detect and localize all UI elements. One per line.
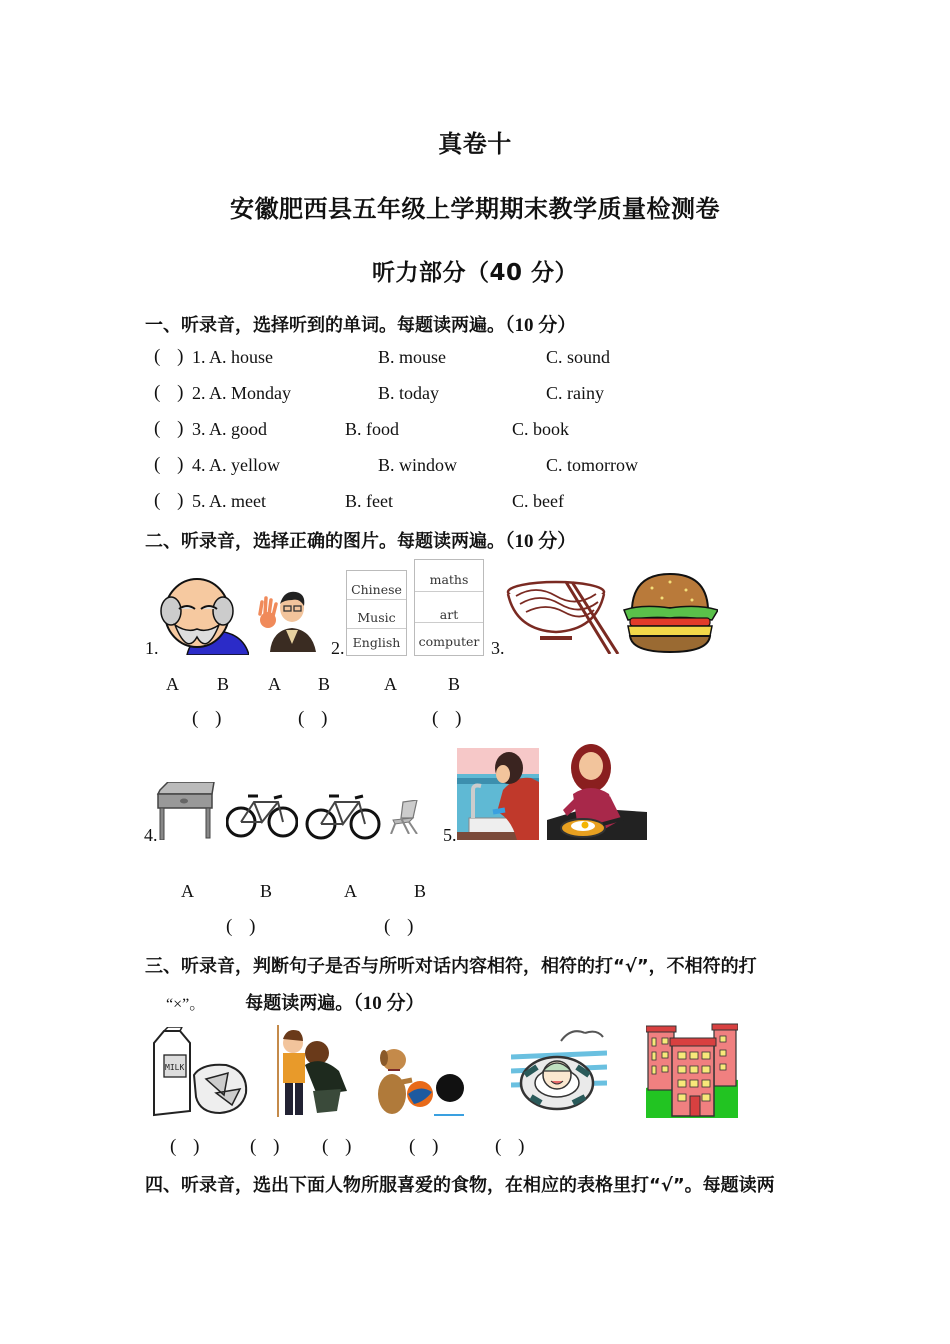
read-twice-note: 每题读两遍。 (245, 993, 354, 1014)
option-c: C. rainy (546, 383, 604, 403)
option-c: C. tomorrow (546, 455, 638, 475)
question-number: 3. (491, 638, 505, 658)
timetable-a[interactable] (346, 570, 407, 656)
item-number: 1. A. house (192, 347, 274, 367)
noodles-icon[interactable] (506, 578, 622, 654)
timetable-cell: art (415, 591, 483, 623)
timetable-cell: English (347, 628, 406, 655)
answer-blank[interactable]: ( ) (154, 418, 190, 439)
answer-blank[interactable]: ( ) (409, 1136, 445, 1157)
item-number: 2. A. Monday (192, 383, 292, 403)
young-man-waving-icon[interactable] (256, 584, 318, 652)
option-b: B. food (345, 419, 399, 439)
item-number: 4. A. yellow (192, 455, 281, 475)
milk-and-sandwich-icon[interactable] (150, 1027, 252, 1117)
bike-icon[interactable] (226, 790, 298, 838)
section1-heading (145, 310, 576, 337)
part-title: 听力部分（40 分） (371, 260, 578, 286)
girl-cooking-icon[interactable] (547, 742, 647, 840)
timetable-b[interactable] (414, 559, 484, 656)
old-man-icon[interactable] (157, 575, 249, 655)
answer-blank[interactable]: ( ) (495, 1136, 531, 1157)
option-a: A. meet (209, 491, 266, 511)
option-b-label: B (217, 674, 230, 694)
item-number: 5. A. meet (192, 491, 266, 511)
option-b-label: B (318, 674, 331, 694)
section2-points: （10 分） (505, 531, 577, 552)
boy-swimming-icon[interactable] (511, 1027, 607, 1117)
desk-icon[interactable] (156, 782, 216, 840)
option-c: C. book (512, 419, 570, 439)
timetable-cell: Chinese (351, 582, 402, 597)
item-number: 3. A. good (192, 419, 268, 439)
option-c: C. beef (512, 491, 564, 511)
svg-text:MILK: MILK (165, 1063, 185, 1072)
option-b-label: B (448, 674, 461, 694)
option-b-label: B (260, 881, 273, 901)
section3-heading-line2 (166, 988, 425, 1015)
bike-icon[interactable] (305, 790, 381, 840)
answer-blank[interactable]: ( ) (322, 1136, 358, 1157)
timetable-cell: computer (415, 622, 483, 655)
section3-points: （10 分） (353, 993, 425, 1014)
answer-blank[interactable]: ( ) (192, 708, 228, 729)
question-number: 5. (443, 825, 457, 845)
answer-blank[interactable]: ( ) (154, 490, 190, 511)
girl-washing-icon[interactable] (457, 748, 539, 840)
option-a-label: A (384, 674, 397, 694)
question-number: 1. (145, 638, 159, 658)
option-a: A. house (209, 347, 274, 367)
answer-blank[interactable]: ( ) (384, 916, 420, 937)
boy-and-mother-icon[interactable] (277, 1025, 349, 1117)
option-b: B. today (378, 383, 439, 403)
option-c: C. sound (546, 347, 611, 367)
option-a: A. Monday (209, 383, 292, 403)
option-a-label: A (181, 881, 194, 901)
exam-subtitle: 安徽肥西县五年级上学期期末教学质量检测卷 (230, 195, 720, 223)
option-a-label: A (268, 674, 281, 694)
option-a: A. good (209, 419, 268, 439)
answer-blank[interactable]: ( ) (154, 382, 190, 403)
option-a-label: A (166, 674, 179, 694)
answer-blank[interactable]: ( ) (170, 1136, 206, 1157)
hamburger-icon[interactable] (622, 572, 718, 654)
section4-heading: 四、听录音，选出下面人物所服喜爱的食物，在相应的表格里打“√”。每题读两 (145, 1175, 775, 1196)
answer-blank[interactable]: ( ) (298, 708, 334, 729)
option-b: B. mouse (378, 347, 447, 367)
buildings-icon[interactable] (646, 1022, 738, 1118)
dog-ball-cat-icon[interactable] (378, 1048, 464, 1116)
question-number: 4. (144, 825, 158, 845)
answer-blank[interactable]: ( ) (226, 916, 262, 937)
option-a-label: A (344, 881, 357, 901)
option-a: A. yellow (209, 455, 281, 475)
section2-heading (145, 526, 576, 553)
answer-blank[interactable]: ( ) (154, 454, 190, 475)
timetable-cell: maths (429, 572, 469, 587)
option-b: B. window (378, 455, 458, 475)
answer-blank[interactable]: ( ) (432, 708, 468, 729)
option-b: B. feet (345, 491, 393, 511)
section3-heading-line1: 三、听录音，判断句子是否与所听对话内容相符，相符的打“√”，不相符的打 (145, 956, 757, 977)
timetable-cell: Music (347, 599, 406, 629)
section2-heading-text: 二、听录音，选择正确的图片。每题读两遍。 (145, 531, 505, 552)
exam-title: 真卷十 (438, 130, 512, 158)
section1-heading-text: 一、听录音，选择听到的单词。每题读两遍。 (145, 315, 505, 336)
question-number: 2. (331, 638, 345, 658)
cross-mark: “×”。 (166, 996, 206, 1013)
answer-blank[interactable]: ( ) (154, 346, 190, 367)
option-b-label: B (414, 881, 427, 901)
section1-points: （10 分） (505, 315, 577, 336)
answer-blank[interactable]: ( ) (250, 1136, 286, 1157)
chair-icon[interactable] (389, 800, 421, 834)
